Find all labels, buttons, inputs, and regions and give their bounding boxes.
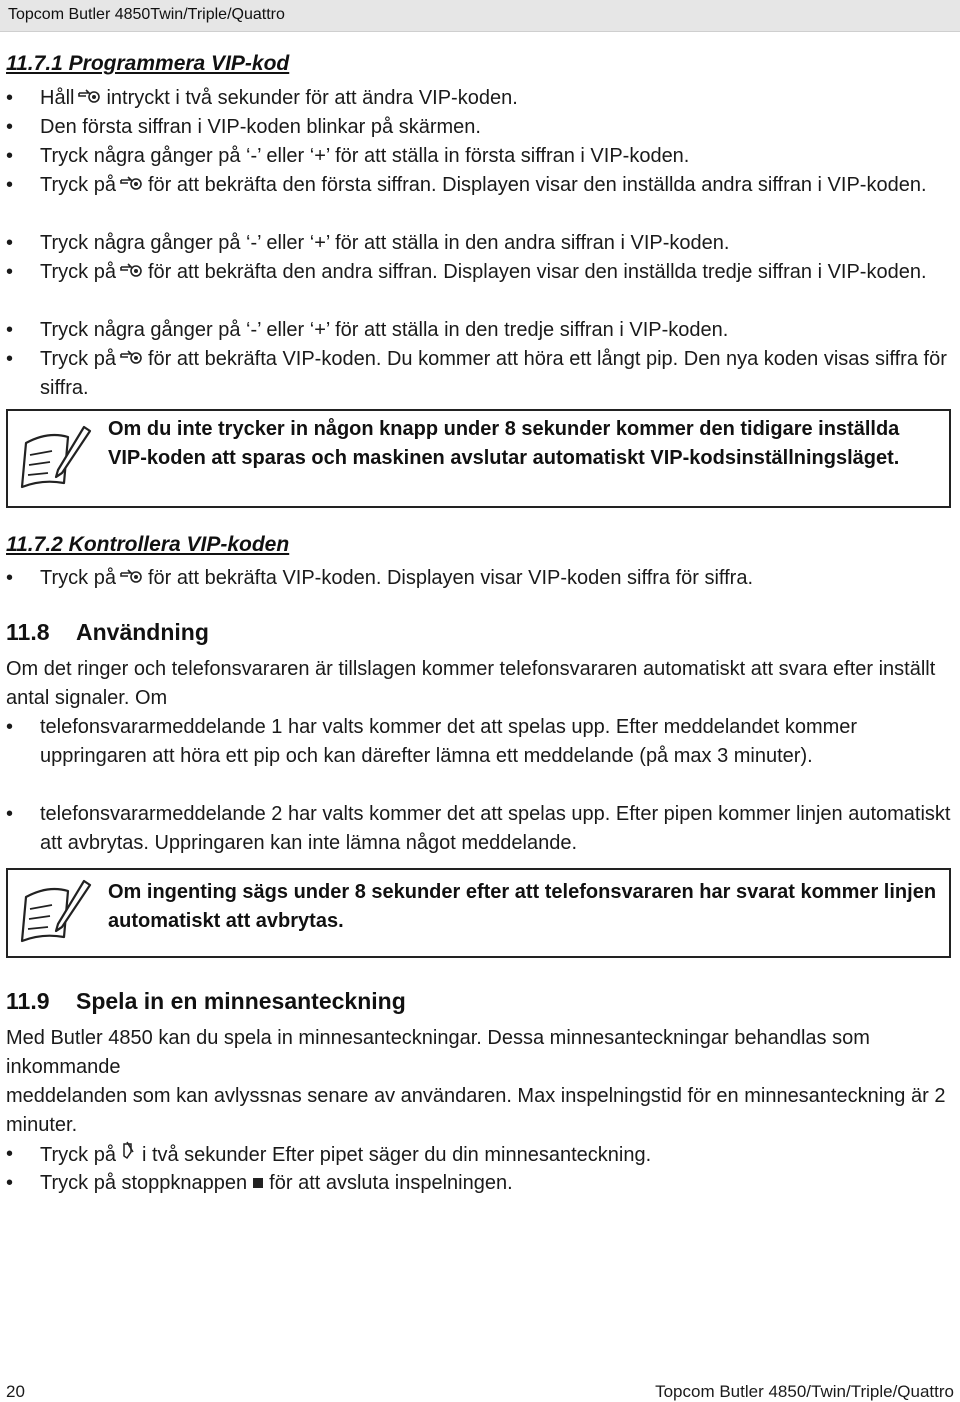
note-text: Om du inte trycker in någon knapp under 8 sekunder kommer den tidigare inställda VIP-koden att sparas och maskinen avslutar automatiskt VIP-kodsinställningsläget. [108, 418, 900, 469]
note-pen-icon [18, 421, 96, 504]
note-text: Om ingenting sägs under 8 sekunder efter att telefonsvararen har svarat kommer linjen automatiskt att avbrytas. [108, 881, 937, 932]
item-text: Tryck några gånger på ‘-’ eller ‘+’ för att ställa in den andra siffran i VIP-koden. [40, 232, 730, 254]
vip-key-icon [120, 564, 144, 593]
section-title-11-9 [6, 988, 406, 1015]
item-text: för att bekräfta VIP-koden. Du kommer att höra ett långt pip. Den nya koden visas siffra för siffra. [40, 348, 947, 400]
bullet: • [6, 567, 14, 589]
section-intro: meddelanden som kan avlyssnas senare av användaren. Max inspelningstid för en minnesanteckning är 2 minuter. [6, 1085, 946, 1136]
section-number: 11.8 [6, 619, 50, 645]
item-text: Tryck på [40, 567, 116, 589]
item-text: i två sekunder Efter pipet säger du din minnesanteckning. [141, 1143, 652, 1166]
section-number: 11.9 [6, 988, 50, 1014]
page-header [0, 0, 960, 32]
vip-key-icon [120, 171, 144, 200]
item-text: för att bekräfta VIP-koden. Displayen visar VIP-koden siffra för siffra. [147, 567, 754, 589]
note-pen-icon [18, 875, 96, 958]
vip-key-icon [120, 258, 144, 287]
item-text: Håll [40, 87, 75, 109]
bullet: • [6, 348, 14, 370]
bullet: • [6, 1172, 14, 1194]
section-intro: Med Butler 4850 kan du spela in minnesanteckningar. Dessa minnesanteckningar behandlas som inkommande [6, 1027, 870, 1078]
section-intro: Om det ringer och telefonsvararen är tillslagen kommer telefonsvararen automatiskt att svara efter inställt antal signaler. Om [6, 658, 936, 709]
item-text: Tryck på stoppknappen [40, 1172, 248, 1194]
bullet: • [6, 145, 14, 167]
section-title-11-7-2: 11.7.2 Kontrollera VIP-koden [6, 533, 290, 556]
bullet: • [6, 116, 14, 138]
section-heading: Användning [76, 619, 209, 645]
note-box [6, 409, 951, 508]
section-title-11-8 [6, 619, 209, 646]
bullet: • [6, 1143, 14, 1165]
memo-icon [120, 1140, 138, 1171]
item-text: för att bekräfta den första siffran. Displayen visar den inställda andra siffran i VIP-koden. [147, 174, 927, 196]
footer-title: Topcom Butler 4850/Twin/Triple/Quattro [655, 1382, 954, 1401]
item-text: Tryck på [40, 348, 116, 370]
item-text: telefonsvararmeddelande 1 har valts kommer det att spelas upp. Efter meddelandet kommer uppringaren att höra ett pip och kan därefter lämna ett meddelande (på max 3 minuter). [40, 716, 858, 767]
item-text: Tryck på [40, 174, 116, 196]
item-text: Den första siffran i VIP-koden blinkar på skärmen. [40, 116, 481, 138]
item-text: Tryck några gånger på ‘-’ eller ‘+’ för att ställa in första siffran i VIP-koden. [40, 145, 690, 167]
item-text: Tryck på [40, 261, 116, 283]
bullet: • [6, 261, 14, 283]
header-title: Topcom Butler 4850Twin/Triple/Quattro [8, 6, 285, 23]
bullet: • [6, 174, 14, 196]
item-text: Tryck några gånger på ‘-’ eller ‘+’ för att ställa in den tredje siffran i VIP-koden. [40, 319, 729, 341]
note-box [6, 868, 951, 958]
bullet: • [6, 716, 14, 738]
section-heading: Spela in en minnesanteckning [76, 988, 406, 1014]
stop-icon [251, 1169, 265, 1198]
bullet: • [6, 232, 14, 254]
bullet: • [6, 87, 14, 109]
item-text: för att avsluta inspelningen. [269, 1172, 513, 1194]
bullet: • [6, 803, 14, 825]
footer-page-number: 20 [6, 1382, 25, 1401]
vip-key-icon [78, 84, 102, 113]
item-text: telefonsvararmeddelande 2 har valts kommer det att spelas upp. Efter pipen kommer linjen automatiskt att avbrytas. Uppringaren kan inte lämna något meddelande. [40, 803, 951, 854]
bullet: • [6, 319, 14, 341]
section-title-11-7-1: 11.7.1 Programmera VIP-kod [6, 52, 290, 75]
vip-key-icon [120, 345, 144, 374]
item-text: Tryck på [40, 1143, 116, 1166]
item-text: för att bekräfta den andra siffran. Displayen visar den inställda tredje siffran i VIP-koden. [147, 261, 927, 283]
item-text: intryckt i två sekunder för att ändra VIP-koden. [106, 87, 518, 109]
